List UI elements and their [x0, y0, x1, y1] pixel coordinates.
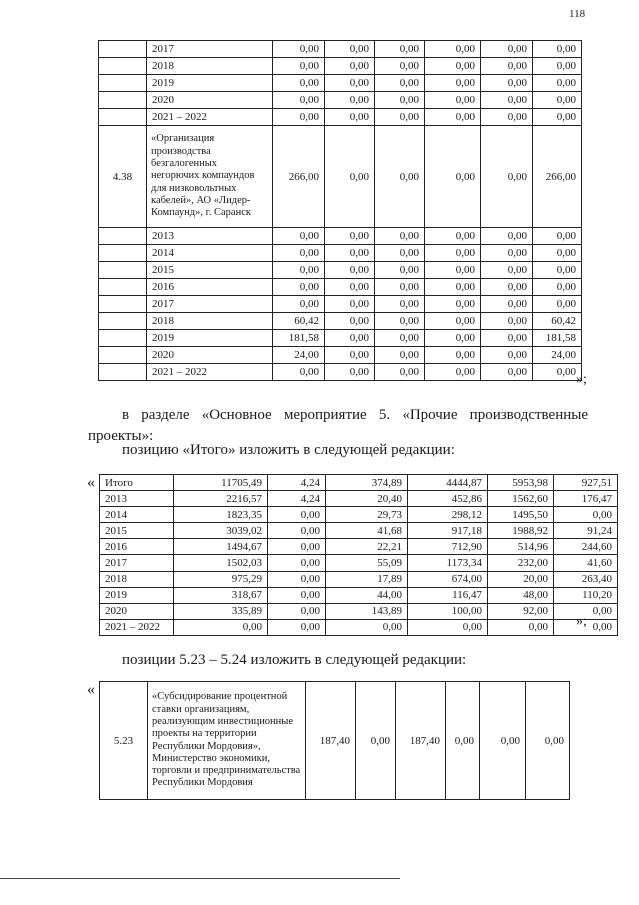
value-cell: 0,00 [481, 262, 533, 279]
year-cell: 2019 [147, 75, 273, 92]
value-cell: 0,00 [268, 539, 326, 555]
value-cell: 0,00 [268, 619, 326, 635]
value-cell: 0,00 [481, 279, 533, 296]
value-cell: 0,00 [273, 58, 325, 75]
value-cell: 0,00 [325, 296, 375, 313]
table-row [99, 330, 582, 347]
value-cell: 1823,35 [174, 507, 268, 523]
value-cell: 0,00 [273, 262, 325, 279]
row-label: 2021 – 2022 [100, 619, 174, 635]
value-cell: 0,00 [533, 58, 582, 75]
code-cell [99, 92, 147, 109]
year-cell: 2017 [147, 41, 273, 58]
value-cell: 0,00 [325, 109, 375, 126]
value-cell: 0,00 [325, 347, 375, 364]
item-value: 0,00 [480, 682, 526, 800]
row-label: 2015 [100, 523, 174, 539]
code-cell [99, 75, 147, 92]
code-cell [99, 109, 147, 126]
table-row [99, 245, 582, 262]
positions-instruction: позиции 5.23 – 5.24 изложить в следующей редакции: [122, 652, 467, 668]
table-row [99, 279, 582, 296]
value-cell: 0,00 [375, 92, 425, 109]
opening-quote-523: « [87, 681, 95, 698]
code-cell [99, 228, 147, 245]
table-row [100, 555, 618, 571]
value-cell: 0,00 [425, 262, 481, 279]
code-cell [99, 330, 147, 347]
row-label: Итого [100, 475, 174, 491]
value-cell: 0,00 [268, 555, 326, 571]
code-cell [99, 364, 147, 381]
code-cell [99, 296, 147, 313]
row-label: 2013 [100, 491, 174, 507]
year-cell: 2014 [147, 245, 273, 262]
value-cell: 176,47 [554, 491, 618, 507]
value-cell: 0,00 [325, 330, 375, 347]
item-value: 0,00 [481, 126, 533, 228]
table-row [99, 296, 582, 313]
value-cell: 0,00 [325, 41, 375, 58]
value-cell: 0,00 [375, 228, 425, 245]
code-cell [99, 58, 147, 75]
value-cell: 0,00 [425, 109, 481, 126]
value-cell: 0,00 [481, 313, 533, 330]
value-cell: 263,40 [554, 571, 618, 587]
year-cell: 2017 [147, 296, 273, 313]
value-cell: 0,00 [554, 603, 618, 619]
closing-quote-itogo: »; [576, 614, 587, 629]
value-cell: 318,67 [174, 587, 268, 603]
year-cell: 2018 [147, 313, 273, 330]
table-row [100, 507, 618, 523]
value-cell: 0,00 [375, 313, 425, 330]
value-cell: 0,00 [273, 109, 325, 126]
value-cell: 452,86 [408, 491, 488, 507]
value-cell: 0,00 [273, 245, 325, 262]
value-cell: 232,00 [488, 555, 554, 571]
value-cell: 674,00 [408, 571, 488, 587]
table-row [100, 475, 618, 491]
value-cell: 1495,50 [488, 507, 554, 523]
table-row [100, 539, 618, 555]
value-cell: 0,00 [481, 364, 533, 381]
year-cell: 2013 [147, 228, 273, 245]
value-cell: 0,00 [273, 41, 325, 58]
table-row [100, 523, 618, 539]
table-row [100, 571, 618, 587]
table-row [99, 347, 582, 364]
value-cell: 0,00 [533, 364, 582, 381]
value-cell: 92,00 [488, 603, 554, 619]
value-cell: 0,00 [325, 92, 375, 109]
itogo-instruction: позицию «Итого» изложить в следующей редакции: [122, 442, 455, 458]
value-cell: 143,89 [326, 603, 408, 619]
item-value: 187,40 [396, 682, 446, 800]
item-code: 5.23 [100, 682, 148, 800]
value-cell: 0,00 [325, 75, 375, 92]
value-cell: 0,00 [375, 364, 425, 381]
value-cell: 0,00 [533, 228, 582, 245]
year-cell: 2019 [147, 330, 273, 347]
item-value: 0,00 [375, 126, 425, 228]
value-cell: 0,00 [273, 364, 325, 381]
value-cell: 0,00 [268, 587, 326, 603]
value-cell: 0,00 [375, 109, 425, 126]
table-row [99, 75, 582, 92]
value-cell: 0,00 [481, 347, 533, 364]
table-row [99, 92, 582, 109]
item-value: 0,00 [526, 682, 570, 800]
value-cell: 1502,03 [174, 555, 268, 571]
value-cell: 298,12 [408, 507, 488, 523]
value-cell: 0,00 [375, 262, 425, 279]
value-cell: 0,00 [554, 619, 618, 635]
value-cell: 0,00 [425, 279, 481, 296]
opening-quote-itogo: « [87, 474, 95, 491]
value-cell: 0,00 [273, 279, 325, 296]
page-edge-line [0, 878, 400, 879]
value-cell: 0,00 [375, 330, 425, 347]
item-code: 4.38 [99, 126, 147, 228]
value-cell: 975,29 [174, 571, 268, 587]
table-row [99, 109, 582, 126]
value-cell: 0,00 [273, 75, 325, 92]
continuation-table [98, 40, 582, 381]
value-cell: 712,90 [408, 539, 488, 555]
row-label: 2014 [100, 507, 174, 523]
value-cell: 0,00 [375, 245, 425, 262]
code-cell [99, 279, 147, 296]
value-cell: 0,00 [481, 296, 533, 313]
value-cell: 44,00 [326, 587, 408, 603]
value-cell: 181,58 [273, 330, 325, 347]
item-523-table [99, 681, 570, 800]
value-cell: 917,18 [408, 523, 488, 539]
value-cell: 3039,02 [174, 523, 268, 539]
value-cell: 0,00 [375, 296, 425, 313]
value-cell: 181,58 [533, 330, 582, 347]
value-cell: 0,00 [481, 109, 533, 126]
value-cell: 0,00 [533, 92, 582, 109]
item-value: 266,00 [273, 126, 325, 228]
value-cell: 0,00 [533, 109, 582, 126]
item-description: «Субсидирование процентной ставки организациям, реализующим инвестиционные проекты на территории Республики Мордовия», Министерство экономики, торговли и предпринимательства Республики Мордовия [148, 682, 306, 800]
value-cell: 0,00 [325, 364, 375, 381]
value-cell: 29,73 [326, 507, 408, 523]
value-cell: 91,24 [554, 523, 618, 539]
value-cell: 1988,92 [488, 523, 554, 539]
value-cell: 1494,67 [174, 539, 268, 555]
value-cell: 110,20 [554, 587, 618, 603]
value-cell: 0,00 [425, 296, 481, 313]
value-cell: 24,00 [273, 347, 325, 364]
closing-quote-1: »; [576, 372, 587, 387]
year-cell: 2018 [147, 58, 273, 75]
value-cell: 4,24 [268, 491, 326, 507]
item-523-row [100, 682, 570, 800]
value-cell: 0,00 [325, 313, 375, 330]
value-cell: 0,00 [268, 507, 326, 523]
table-row [99, 262, 582, 279]
table-row [100, 603, 618, 619]
year-cell: 2020 [147, 92, 273, 109]
item-value: 0,00 [425, 126, 481, 228]
value-cell: 0,00 [481, 41, 533, 58]
value-cell: 0,00 [481, 92, 533, 109]
value-cell: 100,00 [408, 603, 488, 619]
value-cell: 116,47 [408, 587, 488, 603]
value-cell: 0,00 [425, 75, 481, 92]
value-cell: 0,00 [533, 262, 582, 279]
code-cell [99, 41, 147, 58]
value-cell: 0,00 [425, 92, 481, 109]
value-cell: 20,40 [326, 491, 408, 507]
value-cell: 1173,34 [408, 555, 488, 571]
row-label: 2018 [100, 571, 174, 587]
value-cell: 60,42 [533, 313, 582, 330]
value-cell: 0,00 [325, 245, 375, 262]
value-cell: 0,00 [375, 347, 425, 364]
value-cell: 5953,98 [488, 475, 554, 491]
table-row [99, 41, 582, 58]
value-cell: 0,00 [533, 41, 582, 58]
value-cell: 4444,87 [408, 475, 488, 491]
value-cell: 514,96 [488, 539, 554, 555]
value-cell: 0,00 [375, 58, 425, 75]
row-label: 2017 [100, 555, 174, 571]
table-row [99, 228, 582, 245]
item-value: 266,00 [533, 126, 582, 228]
value-cell: 2216,57 [174, 491, 268, 507]
item-value: 0,00 [356, 682, 396, 800]
value-cell: 0,00 [408, 619, 488, 635]
value-cell: 0,00 [533, 279, 582, 296]
value-cell: 1562,60 [488, 491, 554, 507]
section-paragraph-text: в разделе «Основное мероприятие 5. «Прочие производственные проекты»: [88, 407, 588, 444]
code-cell [99, 347, 147, 364]
value-cell: 17,89 [326, 571, 408, 587]
code-cell [99, 245, 147, 262]
itogo-table [99, 474, 618, 636]
value-cell: 0,00 [273, 92, 325, 109]
row-label: 2019 [100, 587, 174, 603]
value-cell: 0,00 [425, 330, 481, 347]
value-cell: 0,00 [325, 262, 375, 279]
value-cell: 0,00 [488, 619, 554, 635]
year-cell: 2021 – 2022 [147, 109, 273, 126]
value-cell: 0,00 [425, 245, 481, 262]
item-description: «Организация производства безгалогенных негорючих компаундов для низковольтных кабелей», АО «Лидер-Компаунд», г. Саранск [147, 126, 273, 228]
value-cell: 927,51 [554, 475, 618, 491]
value-cell: 0,00 [268, 523, 326, 539]
value-cell: 4,24 [268, 475, 326, 491]
value-cell: 374,89 [326, 475, 408, 491]
value-cell: 48,00 [488, 587, 554, 603]
value-cell: 60,42 [273, 313, 325, 330]
value-cell: 0,00 [481, 75, 533, 92]
table-row [100, 491, 618, 507]
code-cell [99, 262, 147, 279]
item-value: 0,00 [446, 682, 480, 800]
item-value: 187,40 [306, 682, 356, 800]
value-cell: 55,09 [326, 555, 408, 571]
year-cell: 2016 [147, 279, 273, 296]
value-cell: 0,00 [481, 330, 533, 347]
value-cell: 24,00 [533, 347, 582, 364]
value-cell: 41,60 [554, 555, 618, 571]
value-cell: 0,00 [425, 228, 481, 245]
value-cell: 0,00 [425, 364, 481, 381]
value-cell: 0,00 [325, 58, 375, 75]
item-value: 0,00 [325, 126, 375, 228]
value-cell: 0,00 [481, 245, 533, 262]
value-cell: 0,00 [174, 619, 268, 635]
value-cell: 0,00 [533, 296, 582, 313]
value-cell: 0,00 [273, 228, 325, 245]
row-label: 2016 [100, 539, 174, 555]
item-438-row [99, 126, 582, 228]
value-cell: 0,00 [375, 279, 425, 296]
value-cell: 0,00 [425, 41, 481, 58]
table-row [99, 313, 582, 330]
value-cell: 41,68 [326, 523, 408, 539]
value-cell: 11705,49 [174, 475, 268, 491]
table-row [100, 587, 618, 603]
value-cell: 0,00 [375, 41, 425, 58]
year-cell: 2015 [147, 262, 273, 279]
table-row [100, 619, 618, 635]
value-cell: 0,00 [533, 245, 582, 262]
value-cell: 0,00 [425, 58, 481, 75]
page-number: 118 [569, 8, 586, 20]
value-cell: 335,89 [174, 603, 268, 619]
value-cell: 0,00 [481, 228, 533, 245]
value-cell: 0,00 [273, 296, 325, 313]
value-cell: 0,00 [481, 58, 533, 75]
value-cell: 22,21 [326, 539, 408, 555]
value-cell: 0,00 [554, 507, 618, 523]
value-cell: 0,00 [325, 279, 375, 296]
value-cell: 0,00 [375, 75, 425, 92]
table-row [99, 58, 582, 75]
value-cell: 0,00 [425, 313, 481, 330]
year-cell: 2020 [147, 347, 273, 364]
value-cell: 0,00 [425, 347, 481, 364]
value-cell: 20,00 [488, 571, 554, 587]
value-cell: 0,00 [325, 228, 375, 245]
code-cell [99, 313, 147, 330]
table-row [99, 364, 582, 381]
year-cell: 2021 – 2022 [147, 364, 273, 381]
value-cell: 0,00 [533, 75, 582, 92]
value-cell: 0,00 [326, 619, 408, 635]
row-label: 2020 [100, 603, 174, 619]
value-cell: 0,00 [268, 571, 326, 587]
value-cell: 0,00 [268, 603, 326, 619]
value-cell: 244,60 [554, 539, 618, 555]
